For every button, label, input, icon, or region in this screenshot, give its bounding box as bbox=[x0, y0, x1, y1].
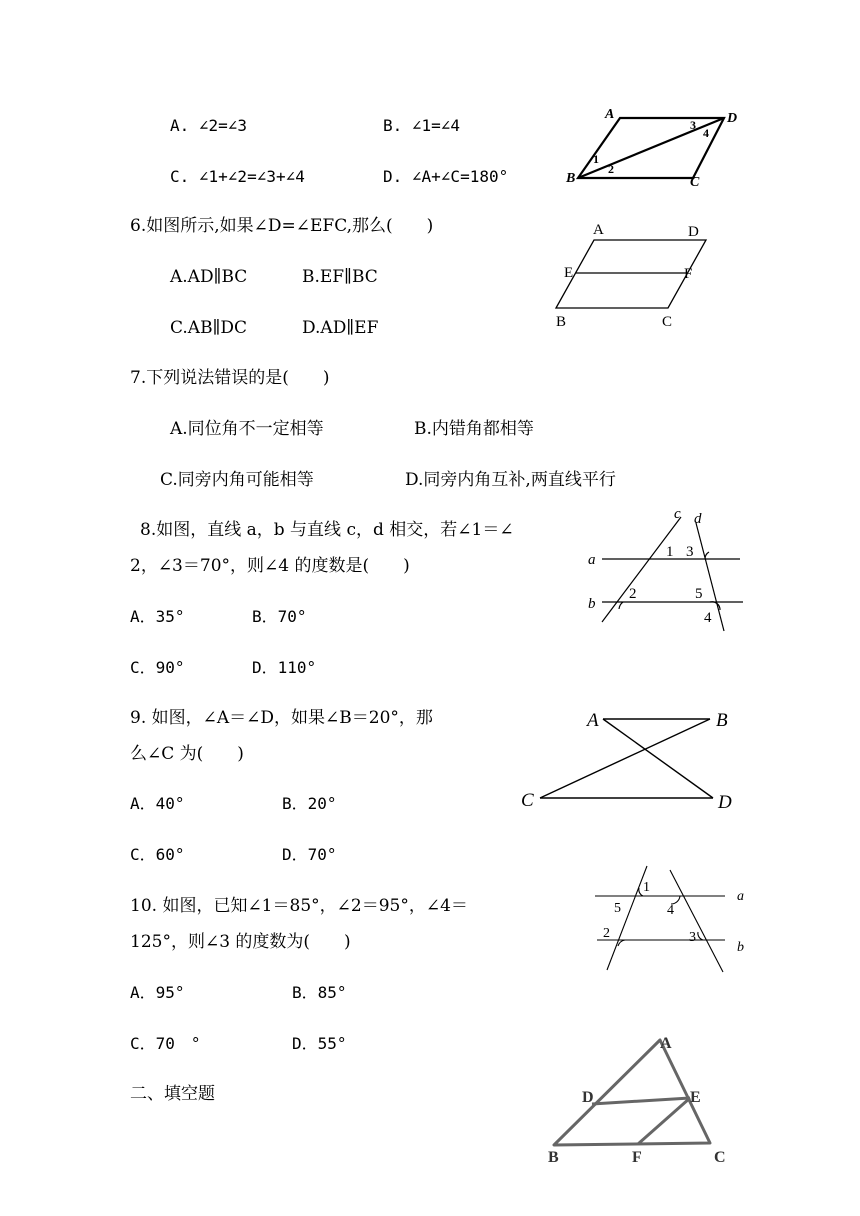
tri-label-c: C bbox=[714, 1149, 726, 1166]
q8-angle-4: 4 bbox=[704, 610, 712, 626]
q10-line-right bbox=[670, 870, 723, 972]
q6-figure bbox=[550, 218, 720, 333]
q5-label-a: A bbox=[605, 107, 615, 122]
q9-label-d: D bbox=[718, 792, 732, 813]
segment-ef bbox=[638, 1098, 690, 1144]
q9-option-a: A．40° bbox=[130, 794, 185, 813]
q10-figure bbox=[585, 860, 755, 975]
q9-figure bbox=[510, 700, 750, 818]
q6-label-e: E bbox=[564, 265, 574, 281]
q8-figure bbox=[580, 505, 750, 633]
q9-option-b: B．20° bbox=[282, 794, 337, 813]
q5-option-a: A. ∠2=∠3 bbox=[170, 116, 248, 135]
q8-option-b: B．70° bbox=[252, 607, 307, 626]
q9-option-c: C．60° bbox=[130, 845, 185, 864]
q10-angle-1: 1 bbox=[643, 880, 650, 895]
q9-label-c: C bbox=[521, 790, 534, 811]
q10-angle-2: 2 bbox=[603, 926, 610, 941]
q8-angle-2: 2 bbox=[629, 586, 637, 602]
q10-angle-5: 5 bbox=[614, 901, 621, 916]
q6-label-c: C bbox=[662, 314, 673, 330]
q7-stem: 7.下列说法错误的是( ) bbox=[130, 368, 330, 388]
q8-angle-5: 5 bbox=[695, 586, 703, 602]
triangle-figure bbox=[540, 1030, 740, 1170]
q8-line-c bbox=[602, 517, 681, 622]
q5-angle-2: 2 bbox=[608, 162, 614, 176]
q9-label-b: B bbox=[716, 710, 728, 731]
q5-label-c: C bbox=[690, 175, 700, 190]
q7-option-b: B.内错角都相等 bbox=[414, 419, 534, 439]
q10-option-a: A．95° bbox=[130, 983, 185, 1002]
q9-stem-line1: 9. 如图，∠A＝∠D，如果∠B＝20°，那 bbox=[130, 708, 433, 728]
q8-label-c: c bbox=[674, 506, 681, 522]
q9-label-a: A bbox=[587, 710, 599, 731]
q10-stem-line1: 10. 如图，已知∠1＝85°，∠2＝95°，∠4＝ bbox=[130, 896, 468, 916]
q5-label-b: B bbox=[566, 171, 576, 186]
q8-angle-3: 3 bbox=[686, 544, 694, 560]
q5-label-d: D bbox=[727, 111, 738, 126]
q6-option-b: B.EF∥BC bbox=[302, 267, 378, 287]
segment-de bbox=[592, 1098, 690, 1104]
triangle-abc bbox=[554, 1040, 710, 1145]
q10-stem-line2: 125°，则∠3 的度数为( ) bbox=[130, 932, 351, 952]
q9-option-d: D．70° bbox=[282, 845, 337, 864]
q6-label-f: F bbox=[684, 266, 693, 282]
q6-option-d: D.AD∥EF bbox=[302, 318, 379, 338]
q5-option-b: B. ∠1=∠4 bbox=[383, 116, 461, 135]
q6-label-a: A bbox=[593, 222, 604, 238]
tri-label-b: B bbox=[548, 1149, 559, 1166]
q5-option-c: C. ∠1+∠2=∠3+∠4 bbox=[170, 167, 305, 186]
q10-option-b: B．85° bbox=[292, 983, 347, 1002]
q8-stem-line2: 2，∠3＝70°，则∠4 的度数是( ) bbox=[130, 556, 410, 576]
q10-label-b: b bbox=[737, 940, 744, 955]
q8-label-d: d bbox=[694, 511, 702, 527]
q10-option-d: D．55° bbox=[292, 1034, 347, 1053]
q7-option-c: C.同旁内角可能相等 bbox=[160, 470, 314, 490]
q6-label-d: D bbox=[688, 224, 699, 240]
tri-label-d: D bbox=[582, 1089, 594, 1106]
q6-option-c: C.AB∥DC bbox=[170, 318, 248, 338]
q7-option-a: A.同位角不一定相等 bbox=[170, 419, 324, 439]
q10-arc-2 bbox=[618, 940, 625, 946]
q10-angle-3: 3 bbox=[689, 930, 696, 945]
q9-stem-line2: 么∠C 为( ) bbox=[130, 744, 244, 764]
q5-angle-1: 1 bbox=[593, 152, 599, 166]
q8-stem-line1: 8.如图，直线 a，b 与直线 c，d 相交，若∠1＝∠ bbox=[140, 520, 514, 540]
q6-option-a: A.AD∥BC bbox=[170, 267, 248, 287]
q10-label-a: a bbox=[737, 889, 744, 904]
q10-line-left bbox=[607, 866, 647, 970]
q5-angle-4: 4 bbox=[703, 126, 709, 140]
q8-arc-2 bbox=[619, 602, 623, 609]
q8-arc-3 bbox=[705, 552, 709, 559]
q8-option-c: C．90° bbox=[130, 658, 185, 677]
q7-option-d: D.同旁内角互补,两直线平行 bbox=[405, 470, 616, 490]
q8-option-a: A．35° bbox=[130, 607, 185, 626]
section-2-title: 二、填空题 bbox=[130, 1084, 215, 1104]
q8-option-d: D．110° bbox=[252, 658, 317, 677]
q10-angle-4: 4 bbox=[667, 903, 674, 918]
q9-segment-cb bbox=[540, 719, 710, 798]
tri-label-e: E bbox=[690, 1089, 701, 1106]
q9-segment-ad bbox=[603, 719, 713, 798]
q8-angle-1: 1 bbox=[666, 544, 674, 560]
q6-stem: 6.如图所示,如果∠D=∠EFC,那么( ) bbox=[130, 216, 434, 236]
q5-figure bbox=[560, 100, 760, 190]
q6-label-b: B bbox=[556, 314, 567, 330]
q8-label-b: b bbox=[588, 596, 596, 612]
q10-option-c: C．70 ° bbox=[130, 1034, 201, 1053]
tri-label-a: A bbox=[660, 1035, 672, 1052]
q5-option-d: D. ∠A+∠C=180° bbox=[383, 167, 509, 186]
q8-label-a: a bbox=[588, 552, 596, 568]
q5-angle-3: 3 bbox=[690, 118, 696, 132]
tri-label-f: F bbox=[632, 1149, 642, 1166]
